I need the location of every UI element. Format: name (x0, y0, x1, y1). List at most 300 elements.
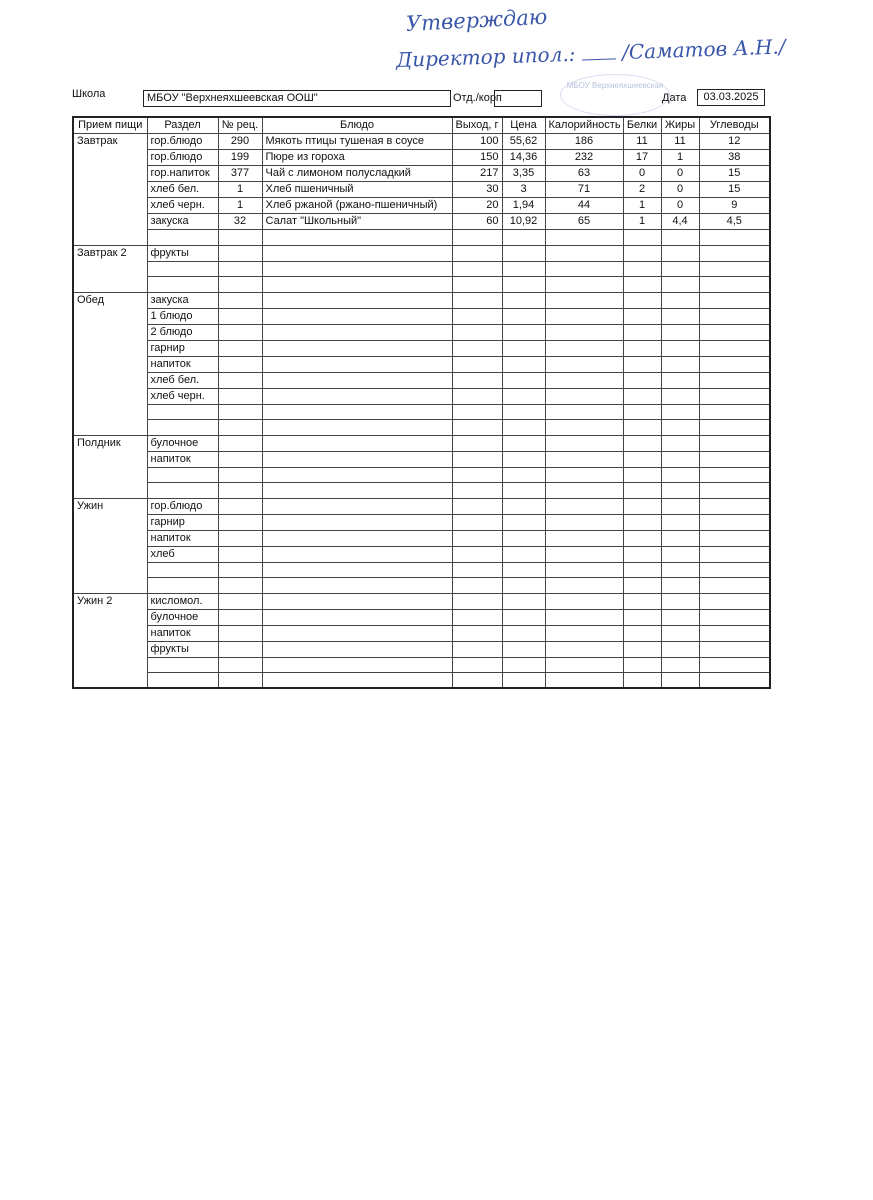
out-cell: 100 (452, 134, 502, 150)
f-cell (661, 435, 699, 451)
signature-icon (582, 46, 616, 60)
meal-name-cell (73, 150, 147, 166)
table-row (73, 514, 770, 530)
out-cell (452, 657, 502, 673)
table-row (73, 530, 770, 546)
f-cell (661, 673, 699, 689)
p-cell (623, 404, 661, 420)
rec-cell: 32 (218, 214, 262, 230)
table-row (73, 214, 770, 230)
dept-label: Отд./корп (453, 92, 502, 104)
f-cell (661, 530, 699, 546)
p-cell: 1 (623, 198, 661, 214)
dish-cell (262, 483, 452, 499)
cal-cell (545, 340, 623, 356)
dish-cell (262, 308, 452, 324)
cal-cell (545, 451, 623, 467)
meal-name-cell (73, 673, 147, 689)
c-cell (699, 625, 770, 641)
rec-cell: 1 (218, 182, 262, 198)
f-cell (661, 514, 699, 530)
c-cell (699, 308, 770, 324)
c-cell (699, 609, 770, 625)
p-cell (623, 308, 661, 324)
out-cell (452, 625, 502, 641)
section-cell: напиток (147, 530, 218, 546)
dish-cell (262, 340, 452, 356)
dish-cell (262, 467, 452, 483)
table-row (73, 546, 770, 562)
column-header: Цена (502, 117, 545, 134)
p-cell (623, 593, 661, 609)
cal-cell (545, 420, 623, 436)
out-cell (452, 245, 502, 261)
f-cell (661, 324, 699, 340)
cal-cell (545, 245, 623, 261)
rec-cell: 290 (218, 134, 262, 150)
c-cell (699, 292, 770, 308)
c-cell (699, 562, 770, 578)
f-cell (661, 578, 699, 594)
rec-cell (218, 277, 262, 293)
f-cell (661, 593, 699, 609)
out-cell (452, 356, 502, 372)
section-cell (147, 562, 218, 578)
meal-name-cell (73, 530, 147, 546)
meal-name-cell (73, 277, 147, 293)
dish-cell (262, 578, 452, 594)
table-row (73, 578, 770, 594)
section-cell: кисломол. (147, 593, 218, 609)
rec-cell (218, 324, 262, 340)
p-cell (623, 673, 661, 689)
cal-cell (545, 308, 623, 324)
out-cell (452, 641, 502, 657)
rec-cell (218, 404, 262, 420)
meal-name-cell (73, 578, 147, 594)
c-cell (699, 467, 770, 483)
cal-cell: 71 (545, 182, 623, 198)
section-cell: гарнир (147, 340, 218, 356)
rec-cell (218, 245, 262, 261)
out-cell (452, 292, 502, 308)
cal-cell (545, 324, 623, 340)
price-cell (502, 420, 545, 436)
section-cell: хлеб бел. (147, 372, 218, 388)
p-cell (623, 641, 661, 657)
rec-cell (218, 230, 262, 246)
dish-cell (262, 388, 452, 404)
section-cell: гарнир (147, 514, 218, 530)
f-cell: 1 (661, 150, 699, 166)
section-cell: хлеб бел. (147, 182, 218, 198)
table-row (73, 324, 770, 340)
c-cell (699, 261, 770, 277)
p-cell (623, 609, 661, 625)
table-row (73, 388, 770, 404)
c-cell: 12 (699, 134, 770, 150)
f-cell: 0 (661, 166, 699, 182)
f-cell: 0 (661, 182, 699, 198)
dish-cell: Чай с лимоном полусладкий (262, 166, 452, 182)
c-cell (699, 372, 770, 388)
table-row (73, 451, 770, 467)
p-cell (623, 467, 661, 483)
meal-name-cell (73, 420, 147, 436)
c-cell (699, 388, 770, 404)
table-row (73, 245, 770, 261)
rec-cell (218, 261, 262, 277)
c-cell: 15 (699, 166, 770, 182)
meal-name-cell (73, 372, 147, 388)
out-cell (452, 340, 502, 356)
c-cell (699, 245, 770, 261)
dish-cell (262, 356, 452, 372)
price-cell (502, 435, 545, 451)
table-row (73, 150, 770, 166)
price-cell (502, 562, 545, 578)
dish-cell: Хлеб пшеничный (262, 182, 452, 198)
dish-cell: Хлеб ржаной (ржано-пшеничный) (262, 198, 452, 214)
p-cell (623, 530, 661, 546)
out-cell (452, 562, 502, 578)
cal-cell (545, 625, 623, 641)
dish-cell: Пюре из гороха (262, 150, 452, 166)
f-cell (661, 609, 699, 625)
cal-cell (545, 356, 623, 372)
f-cell (661, 483, 699, 499)
meal-name-cell (73, 198, 147, 214)
f-cell (661, 372, 699, 388)
section-cell: закуска (147, 214, 218, 230)
meal-name-cell (73, 182, 147, 198)
p-cell: 1 (623, 214, 661, 230)
price-cell: 3 (502, 182, 545, 198)
p-cell (623, 657, 661, 673)
price-cell (502, 625, 545, 641)
c-cell (699, 277, 770, 293)
dept-field (494, 90, 542, 107)
column-header: № рец. (218, 117, 262, 134)
meal-name-cell (73, 514, 147, 530)
table-row (73, 562, 770, 578)
cal-cell (545, 230, 623, 246)
table-header-row (73, 117, 770, 134)
c-cell (699, 356, 770, 372)
price-cell (502, 641, 545, 657)
dish-cell (262, 514, 452, 530)
cal-cell: 63 (545, 166, 623, 182)
meal-name-cell (73, 562, 147, 578)
meal-name-cell: Завтрак (73, 134, 147, 150)
rec-cell (218, 546, 262, 562)
p-cell: 0 (623, 166, 661, 182)
cal-cell: 232 (545, 150, 623, 166)
dish-cell (262, 435, 452, 451)
meal-name-cell (73, 230, 147, 246)
p-cell (623, 625, 661, 641)
c-cell (699, 340, 770, 356)
cal-cell (545, 514, 623, 530)
f-cell: 0 (661, 198, 699, 214)
table-row (73, 657, 770, 673)
dish-cell: Салат "Школьный" (262, 214, 452, 230)
out-cell: 30 (452, 182, 502, 198)
c-cell (699, 451, 770, 467)
table-row (73, 340, 770, 356)
out-cell (452, 324, 502, 340)
meal-name-cell (73, 308, 147, 324)
school-stamp: МБОУ Верхнеяхшеевская (560, 74, 670, 116)
cal-cell (545, 277, 623, 293)
table-row (73, 483, 770, 499)
p-cell: 17 (623, 150, 661, 166)
c-cell (699, 593, 770, 609)
meal-name-cell (73, 467, 147, 483)
meal-name-cell (73, 356, 147, 372)
rec-cell (218, 292, 262, 308)
cal-cell: 65 (545, 214, 623, 230)
p-cell (623, 277, 661, 293)
table-row (73, 372, 770, 388)
section-cell: хлеб черн. (147, 388, 218, 404)
rec-cell (218, 514, 262, 530)
cal-cell (545, 578, 623, 594)
price-cell (502, 578, 545, 594)
c-cell (699, 546, 770, 562)
out-cell (452, 498, 502, 514)
p-cell (623, 420, 661, 436)
c-cell (699, 578, 770, 594)
price-cell (502, 230, 545, 246)
table-row (73, 292, 770, 308)
table-row (73, 166, 770, 182)
price-cell (502, 277, 545, 293)
rec-cell (218, 625, 262, 641)
f-cell (661, 308, 699, 324)
rec-cell (218, 420, 262, 436)
table-row (73, 641, 770, 657)
price-cell (502, 308, 545, 324)
school-label: Школа (72, 88, 106, 100)
c-cell (699, 657, 770, 673)
out-cell (452, 261, 502, 277)
out-cell (452, 277, 502, 293)
table-row (73, 182, 770, 198)
f-cell: 11 (661, 134, 699, 150)
f-cell: 4,4 (661, 214, 699, 230)
cal-cell (545, 593, 623, 609)
p-cell: 2 (623, 182, 661, 198)
f-cell (661, 641, 699, 657)
table-row (73, 277, 770, 293)
p-cell (623, 261, 661, 277)
p-cell (623, 324, 661, 340)
rec-cell: 1 (218, 198, 262, 214)
section-cell (147, 467, 218, 483)
cal-cell (545, 483, 623, 499)
price-cell (502, 404, 545, 420)
table-row (73, 625, 770, 641)
section-cell: гор.блюдо (147, 498, 218, 514)
c-cell (699, 641, 770, 657)
cal-cell (545, 609, 623, 625)
dish-cell (262, 625, 452, 641)
p-cell (623, 578, 661, 594)
price-cell (502, 514, 545, 530)
c-cell (699, 673, 770, 689)
rec-cell (218, 356, 262, 372)
table-row (73, 435, 770, 451)
out-cell (452, 530, 502, 546)
column-header: Углеводы (699, 117, 770, 134)
meal-name-cell (73, 451, 147, 467)
column-header: Жиры (661, 117, 699, 134)
table-row (73, 593, 770, 609)
meal-name-cell (73, 404, 147, 420)
c-cell (699, 530, 770, 546)
meal-name-cell (73, 641, 147, 657)
rec-cell: 199 (218, 150, 262, 166)
rec-cell (218, 435, 262, 451)
table-row (73, 198, 770, 214)
out-cell (452, 372, 502, 388)
c-cell (699, 324, 770, 340)
out-cell: 60 (452, 214, 502, 230)
c-cell: 4,5 (699, 214, 770, 230)
out-cell (452, 230, 502, 246)
dish-cell (262, 593, 452, 609)
column-header: Белки (623, 117, 661, 134)
table-row (73, 261, 770, 277)
table-row (73, 609, 770, 625)
price-cell (502, 609, 545, 625)
meal-name-cell (73, 166, 147, 182)
meal-name-cell: Завтрак 2 (73, 245, 147, 261)
f-cell (661, 625, 699, 641)
section-cell: напиток (147, 625, 218, 641)
p-cell (623, 562, 661, 578)
table-row (73, 356, 770, 372)
f-cell (661, 261, 699, 277)
section-cell (147, 230, 218, 246)
meal-name-cell: Полдник (73, 435, 147, 451)
section-cell (147, 657, 218, 673)
p-cell (623, 372, 661, 388)
c-cell (699, 498, 770, 514)
meal-name-cell: Ужин (73, 498, 147, 514)
section-cell (147, 578, 218, 594)
section-cell: булочное (147, 609, 218, 625)
f-cell (661, 356, 699, 372)
p-cell (623, 498, 661, 514)
price-cell (502, 673, 545, 689)
table-row (73, 498, 770, 514)
dish-cell (262, 372, 452, 388)
dish-cell (262, 530, 452, 546)
price-cell (502, 467, 545, 483)
meal-name-cell (73, 388, 147, 404)
p-cell (623, 514, 661, 530)
out-cell (452, 593, 502, 609)
out-cell (452, 514, 502, 530)
out-cell (452, 483, 502, 499)
out-cell: 150 (452, 150, 502, 166)
dish-cell (262, 292, 452, 308)
cal-cell (545, 673, 623, 689)
f-cell (661, 388, 699, 404)
rec-cell (218, 467, 262, 483)
section-cell: 2 блюдо (147, 324, 218, 340)
dish-cell (262, 657, 452, 673)
price-cell: 55,62 (502, 134, 545, 150)
section-cell (147, 673, 218, 689)
price-cell (502, 261, 545, 277)
out-cell (452, 578, 502, 594)
meal-name-cell (73, 625, 147, 641)
cal-cell (545, 546, 623, 562)
rec-cell: 377 (218, 166, 262, 182)
meal-name-cell (73, 657, 147, 673)
out-cell: 217 (452, 166, 502, 182)
c-cell (699, 514, 770, 530)
rec-cell (218, 562, 262, 578)
dish-cell (262, 609, 452, 625)
price-cell (502, 292, 545, 308)
c-cell: 38 (699, 150, 770, 166)
p-cell (623, 451, 661, 467)
p-cell: 11 (623, 134, 661, 150)
cal-cell: 186 (545, 134, 623, 150)
price-cell (502, 388, 545, 404)
section-cell: закуска (147, 292, 218, 308)
dish-cell (262, 420, 452, 436)
rec-cell (218, 578, 262, 594)
out-cell (452, 451, 502, 467)
price-cell (502, 483, 545, 499)
table-row (73, 230, 770, 246)
f-cell (661, 546, 699, 562)
dish-cell (262, 546, 452, 562)
f-cell (661, 420, 699, 436)
date-label: Дата (662, 92, 687, 104)
table-row (73, 673, 770, 689)
table-row (73, 404, 770, 420)
date-field: 03.03.2025 (697, 89, 765, 106)
cal-cell (545, 292, 623, 308)
cal-cell (545, 498, 623, 514)
section-cell: напиток (147, 451, 218, 467)
price-cell (502, 530, 545, 546)
out-cell (452, 308, 502, 324)
f-cell (661, 562, 699, 578)
dish-cell (262, 230, 452, 246)
meal-name-cell (73, 546, 147, 562)
cal-cell (545, 562, 623, 578)
rec-cell (218, 641, 262, 657)
c-cell (699, 230, 770, 246)
out-cell (452, 420, 502, 436)
cal-cell (545, 388, 623, 404)
dish-cell (262, 498, 452, 514)
section-cell: хлеб (147, 546, 218, 562)
meal-name-cell (73, 214, 147, 230)
out-cell (452, 673, 502, 689)
rec-cell (218, 673, 262, 689)
approval-title: Утверждаю (405, 4, 548, 36)
rec-cell (218, 308, 262, 324)
section-cell: фрукты (147, 641, 218, 657)
